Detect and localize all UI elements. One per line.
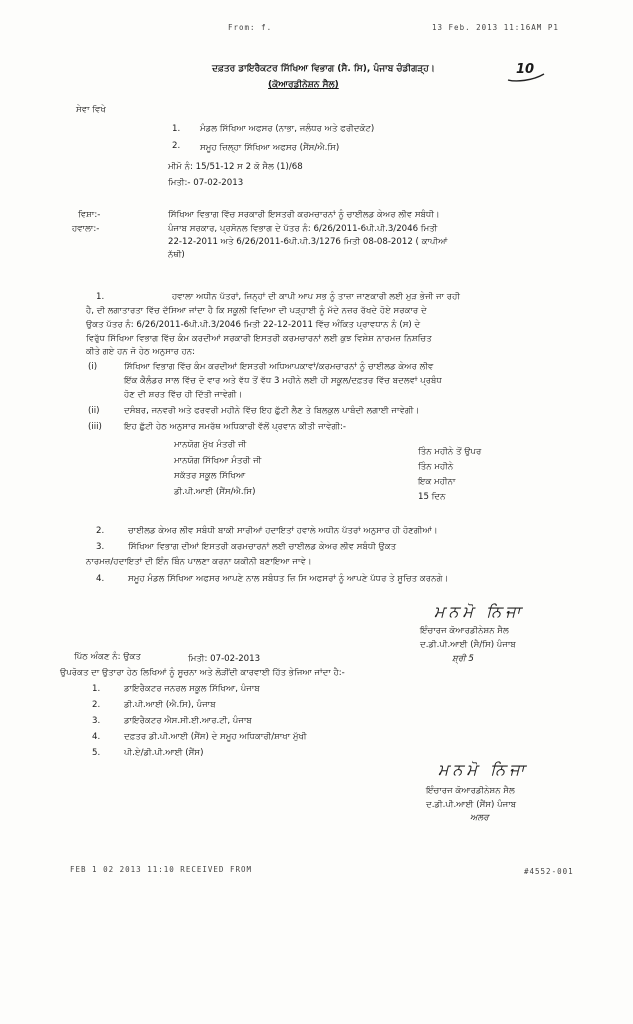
endorse-item-1: ਡਾਇਰੈਕਟਰ ਜਨਰਲ ਸਕੂਲ ਸਿੱਖਿਆ, ਪੰਜਾਬ <box>124 684 260 694</box>
sig2-line2: ਦ.ਡੀ.ਪੀ.ਆਈ (ਸੈਂਸ) ਪੰਜਾਬ <box>426 800 517 810</box>
sub-i-line-2: ਇੱਕ ਕੈਲੰਡਰ ਸਾਲ ਵਿੱਚ ਦੋ ਵਾਰ ਅਤੇ ਵੱਧ ਤੋਂ ਵੱਧ 3 ਮਹੀਨੇ ਲਈ ਹੀ ਸਕੂਲ/ਦਫ਼ਤਰ ਵਿੱਚ ਬਦਲਵਾਂ ਪ੍ਰਬੰਧ <box>124 376 442 386</box>
memo-date: ਮਿਤੀ:- 07-02-2013 <box>168 178 244 188</box>
para4-text: ਸਮੂਹ ਮੰਡਲ ਸਿੱਖਿਆ ਅਫਸਰ ਆਪਣੇ ਨਾਲ ਸਬੰਧਤ ਜ਼ਿ ਸਿ ਅਫਸਰਾਂ ਨੂੰ ਆਪਣੇ ਪੱਧਰ ਤੇ ਸੂਚਿਤ ਕਰਨਗੇ। <box>128 574 449 584</box>
endorse-item-2: ਡੀ.ਪੀ.ਆਈ (ਐ.ਸਿ), ਪੰਜਾਬ <box>124 700 216 710</box>
sig2-line1: ਇੰਚਾਰਜ ਕੋਆਰਡੀਨੇਸ਼ਨ ਸੈਲ <box>426 786 515 796</box>
office-line1: ਦਫ਼ਤਰ ਡਾਇਰੈਕਟਰ ਸਿੱਖਿਆ ਵਿਭਾਗ (ਸੈ. ਸਿ), ਪੰਜਾਬ ਚੰਡੀਗੜ੍ਹ। <box>212 64 435 74</box>
sig1-line3: ਸ਼੍ਰੀ 5 <box>452 654 474 664</box>
reference-line-3: ਨੱਥੀ) <box>168 250 185 260</box>
para2-text: ਚਾਈਲਡ ਕੇਅਰ ਲੀਵ ਸਬੰਧੀ ਬਾਕੀ ਸਾਰੀਆਂ ਹਦਾਇਤਾਂ ਹਵਾਲੇ ਅਧੀਨ ਪੱਤਰਾਂ ਅਨੁਸਾਰ ਹੀ ਹੋਣਗੀਆਂ। <box>128 526 438 536</box>
sub-i-line-3: ਹੋਣ ਦੀ ਸ਼ਰਤ ਵਿੱਚ ਹੀ ਦਿੱਤੀ ਜਾਵੇਗੀ। <box>124 390 243 400</box>
fax-datetime: 13 Feb. 2013 11:16AM P1 <box>432 23 559 32</box>
para1-line-2: ਹੈ, ਦੀ ਲਗਾਤਾਰਤਾ ਵਿੱਚ ਦੱਸਿਆ ਜਾਂਦਾ ਹੈ ਕਿ ਸਕੂਲੀ ਵਿਦਿਆ ਦੀ ਪੜ੍ਹਾਈ ਨੂੰ ਮੱਦੇ ਨਜ਼ਰ ਰੱਖਦੇ ਹੋਏ ਸਰਕਾਰ ਦੇ <box>86 306 427 316</box>
authority-who-3: ਸਕੱਤਰ ਸਕੂਲ ਸਿੱਖਿਆ <box>174 471 246 481</box>
addressee-num-1: 1. <box>172 124 181 134</box>
authority-period-3: ਇਕ ਮਹੀਨਾ <box>418 477 456 487</box>
endorse-item-4: ਦਫ਼ਤਰ ਡੀ.ਪੀ.ਆਈ (ਸੈਂਸ) ਦੇ ਸਮੂਹ ਅਧਿਕਾਰੀ/ਸ਼ਾਖਾ ਮੁੱਖੀ <box>124 732 307 742</box>
office-line2: (ਕੋਆਰਡੀਨੇਸ਼ਨ ਸੈਲ) <box>268 80 339 90</box>
para1-line-1: ਹਵਾਲਾ ਅਧੀਨ ਪੱਤਰਾਂ, ਜਿਨ੍ਹਾਂ ਦੀ ਕਾਪੀ ਆਪ ਸਭ ਨੂੰ ਤਾਜ਼ਾ ਜਾਣਕਾਰੀ ਲਈ ਮੁੜ ਭੇਜੀ ਜਾ ਰਹੀ <box>172 292 461 302</box>
addressee-num-2: 2. <box>172 141 181 151</box>
endorse-num-1: 1. <box>92 684 101 694</box>
endorse-item-5: ਪੀ.ਏ/ਡੀ.ਪੀ.ਆਈ (ਸੈਂਸ) <box>124 748 204 758</box>
para1-num: 1. <box>96 292 105 302</box>
endorsement-intro: ਉਪਰੋਕਤ ਦਾ ਉਤਾਰਾ ਹੇਠ ਲਿਖਿਆਂ ਨੂੰ ਸੂਚਨਾ ਅਤੇ ਲੋੜੀਂਦੀ ਕਾਰਵਾਈ ਹਿੱਤ ਭੇਜਿਆ ਜਾਂਦਾ ਹੈ:- <box>60 668 345 678</box>
authority-who-1: ਮਾਨਯੋਗ ਮੁੱਖ ਮੰਤਰੀ ਜੀ <box>174 440 247 450</box>
endorsement-date: ਮਿਤੀ: 07-02-2013 <box>188 654 261 664</box>
para3-line-2: ਨਾਰਮਜ਼/ਹਦਾਇਤਾਂ ਦੀ ਇੰਨ ਬਿੰਨ ਪਾਲਣਾ ਕਰਨਾ ਯਕੀਨੀ ਬਣਾਇਆ ਜਾਵੇ। <box>86 557 312 567</box>
addressee-label: ਸੇਵਾ ਵਿਖੇ <box>76 105 106 115</box>
subject-text: ਸਿੱਖਿਆ ਵਿਭਾਗ ਵਿੱਚ ਸਰਕਾਰੀ ਇਸਤਰੀ ਕਰਮਚਾਰਨਾਂ ਨੂੰ ਚਾਈਲਡ ਕੇਅਰ ਲੀਵ ਸਬੰਧੀ। <box>168 210 440 220</box>
addressee-item-1: ਮੰਡਲ ਸਿੱਖਿਆ ਅਫਸਰ (ਨਾਭਾ, ਜਲੰਧਰ ਅਤੇ ਫਰੀਦਕੋਟ) <box>200 124 375 134</box>
para1-line-5: ਕੀਤੇ ਗਏ ਹਨ ਜੋ ਹੇਠ ਅਨੁਸਾਰ ਹਨ: <box>86 347 196 357</box>
fax-from: From: f. <box>228 23 273 32</box>
reference-label: ਹਵਾਲਾ:- <box>72 224 100 234</box>
authority-period-4: 15 ਦਿਨ <box>418 492 446 502</box>
endorse-item-3: ਡਾਇਰੈਕਟਰ ਐਸ.ਸੀ.ਈ.ਆਰ.ਟੀ, ਪੰਜਾਬ <box>124 716 252 726</box>
para4-num: 4. <box>96 574 105 584</box>
page-number: 10 <box>516 62 535 77</box>
sig2-line3: ਅਲਰ <box>470 813 489 823</box>
sub-i-line-1: ਸਿੱਖਿਆ ਵਿਭਾਗ ਵਿੱਚ ਕੰਮ ਕਰਦੀਆਂ ਇਸਤਰੀ ਅਧਿਆਪਕਾਵਾਂ/ਕਰਮਚਾਰਨਾਂ ਨੂੰ ਚਾਈਲਡ ਕੇਅਰ ਲੀਵ <box>124 362 434 372</box>
reference-line-2: 22-12-2011 ਅਤੇ 6/26/2011-6ਪੀ.ਪੀ.3/1276 ਮਿਤੀ 08-08-2012 ( ਕਾਪੀਆਂ <box>168 237 448 247</box>
authority-period-2: ਤਿੰਨ ਮਹੀਨੇ <box>418 462 454 472</box>
signature-2: ਮਨਮੋ ਨਿਜਾ <box>438 760 529 779</box>
memo-number: ਮੀਮੋ ਨੰ: 15/51-12 ਸ 2 ਕੋ ਸੈਲ (1)/68 <box>168 162 303 172</box>
sub-iii-num: (iii) <box>88 422 102 432</box>
subject-label: ਵਿਸ਼ਾ:- <box>78 210 101 220</box>
sub-i-num: (i) <box>88 362 98 372</box>
endorse-num-3: 3. <box>92 716 101 726</box>
endorse-num-4: 4. <box>92 732 101 742</box>
endorse-num-2: 2. <box>92 700 101 710</box>
sig1-line1: ਇੰਚਾਰਜ ਕੋਆਰਡੀਨੇਸ਼ਨ ਸੈਲ <box>420 626 509 636</box>
endorse-num-5: 5. <box>92 748 101 758</box>
authority-who-4: ਡੀ.ਪੀ.ਆਈ (ਸੈਂਸ/ਐ.ਸਿ) <box>174 487 256 497</box>
sub-ii-line-1: ਦਸੰਬਰ, ਜਨਵਰੀ ਅਤੇ ਫਰਵਰੀ ਮਹੀਨੇ ਵਿੱਚ ਇਹ ਛੁੱਟੀ ਲੈਣ ਤੇ ਬਿਲਕੁਲ ਪਾਬੰਦੀ ਲਗਾਈ ਜਾਵੇਗੀ। <box>124 406 420 416</box>
page-number-mark <box>506 62 546 84</box>
addressee-item-2: ਸਮੂਹ ਜ਼ਿਲ੍ਹਾ ਸਿੱਖਿਆ ਅਫਸਰ (ਸੈਂਸ/ਐ.ਸਿ) <box>200 143 340 153</box>
authority-who-2: ਮਾਨਯੋਗ ਸਿੱਖਿਆ ਮੰਤਰੀ ਜੀ <box>174 456 262 466</box>
sig1-line2: ਦ.ਡੀ.ਪੀ.ਆਈ (ਸੈ/ਸਿ) ਪੰਜਾਬ <box>420 640 516 650</box>
sub-iii-line-1: ਇਹ ਛੁੱਟੀ ਹੇਠ ਅਨੁਸਾਰ ਸਮਰੱਥ ਅਧਿਕਾਰੀ ਵੱਲੋਂ ਪ੍ਰਵਾਨ ਕੀਤੀ ਜਾਵੇਗੀ:- <box>124 422 347 432</box>
fax-footer-id: #4552-001 <box>524 867 574 876</box>
endorsement-number: ਪਿੱਠ ਅੰਕਣ ਨੰ: ਉਕਤ <box>74 652 141 662</box>
sub-ii-num: (ii) <box>88 406 100 416</box>
para1-line-3: ਉਕਤ ਪੱਤਰ ਨੰ: 6/26/2011-6ਪੀ.ਪੀ.3/2046 ਮਿਤੀ 22-12-2011 ਵਿੱਚ ਅੰਕਿਤ ਪ੍ਰਾਵਧਾਨ ਨੰ (ਸ) ਦੇ <box>86 320 421 330</box>
para2-num: 2. <box>96 526 105 536</box>
para3-line-1: ਸਿੱਖਿਆ ਵਿਭਾਗ ਦੀਆਂ ਇਸਤਰੀ ਕਰਮਚਾਰਨਾਂ ਲਈ ਚਾਈਲਡ ਕੇਅਰ ਲੀਵ ਸਬੰਧੀ ਉਕਤ <box>128 542 397 552</box>
authority-period-1: ਤਿੰਨ ਮਹੀਨੇ ਤੋਂ ਉਪਰ <box>418 447 482 457</box>
fax-footer-received: FEB 1 02 2013 11:10 RECEIVED FROM <box>70 865 253 874</box>
para1-line-4: ਵਿਰੁੱਧ ਸਿੱਖਿਆ ਵਿਭਾਗ ਵਿੱਚ ਕੰਮ ਕਰਦੀਆਂ ਸਰਕਾਰੀ ਇਸਤਰੀ ਕਰਮਚਾਰਨਾਂ ਲਈ ਕੁਝ ਵਿਸ਼ੇਸ਼ ਨਾਰਮਜ਼ ਨਿਸ਼ਚਿਤ <box>86 334 432 344</box>
signature-1: ਮਨਮੋ ਨਿਜਾ <box>434 602 525 621</box>
reference-line-1: ਪੰਜਾਬ ਸਰਕਾਰ, ਪ੍ਰਸੋਨਲ ਵਿਭਾਗ ਦੇ ਪੱਤਰ ਨੰ: 6/26/2011-6ਪੀ.ਪੀ.3/2046 ਮਿਤੀ <box>168 224 438 234</box>
para3-num: 3. <box>96 542 105 552</box>
